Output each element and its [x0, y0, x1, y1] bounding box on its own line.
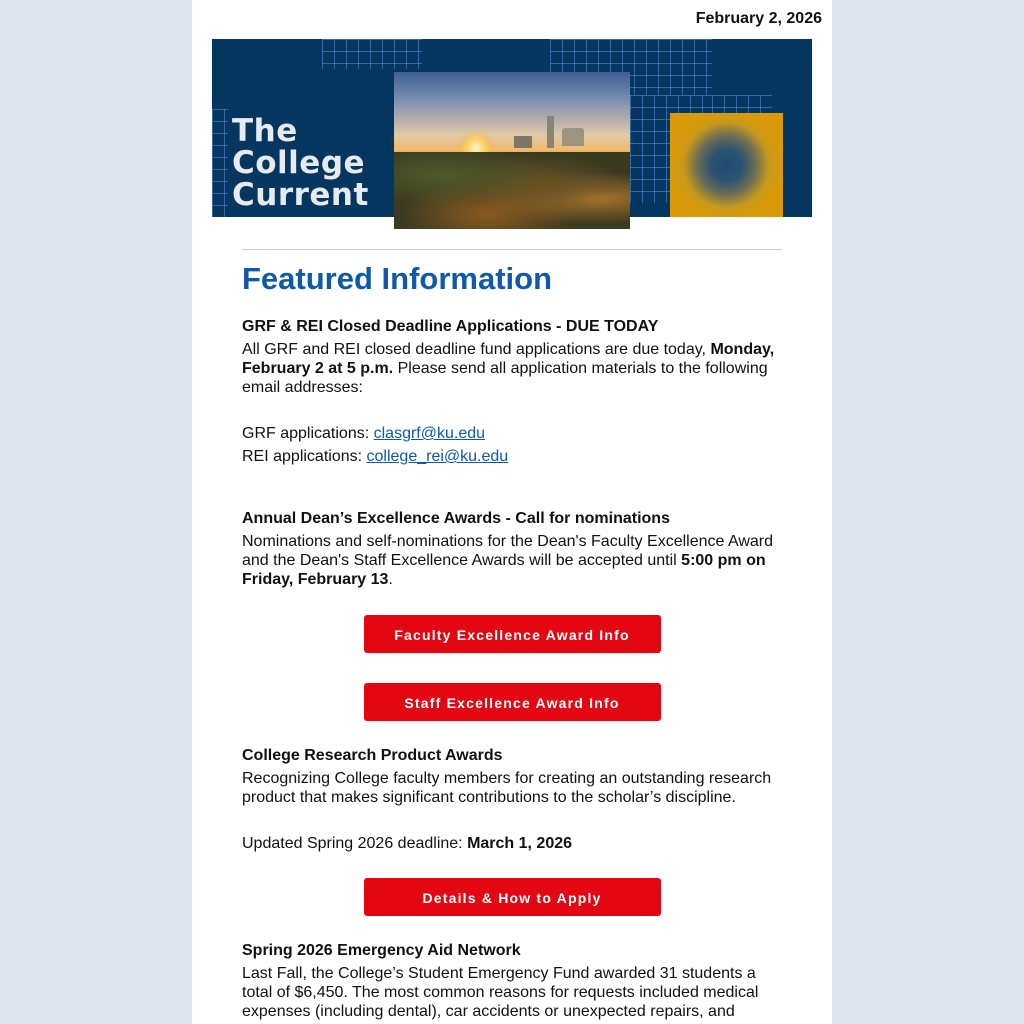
issue-date: February 2, 2026	[695, 10, 822, 27]
news-item-body: Last Fall, the College’s Student Emergency Fund awarded 31 students a total of $6,450. The most common reasons for requests included medical expenses (including dental), car accidents or unexpected repairs, and	[242, 965, 759, 1020]
banner-grid-pattern	[322, 39, 422, 69]
newsletter-title-line: Current	[232, 177, 369, 213]
grf-email-link[interactable]: clasgrf@ku.edu	[373, 425, 486, 442]
newsletter-title	[232, 115, 369, 211]
body-text: Nominations and self-nominations for the Dean's Faculty Excellence Award and the Dean's Staff Excellence Awards will be accepted until	[242, 533, 774, 569]
body-bold-text: Monday, February 2 at 5 p.m.	[242, 341, 775, 377]
email-line	[242, 424, 782, 443]
deadline-label: Updated Spring 2026 deadline:	[242, 835, 468, 852]
gold-circle-graphic	[670, 113, 783, 217]
news-item-research-awards	[242, 746, 782, 916]
news-item-body	[242, 340, 782, 397]
details-apply-button[interactable]: Details & How to Apply	[364, 878, 661, 916]
body-text: All GRF and REI closed deadline fund applications are due today,	[242, 341, 711, 358]
newsletter-title-line: College	[232, 145, 366, 181]
banner-grid-pattern	[212, 109, 228, 217]
newsletter-title-line: The	[232, 113, 298, 149]
button-row	[242, 878, 782, 916]
news-item-title: Spring 2026 Emergency Aid Network	[242, 942, 521, 959]
staff-award-info-button[interactable]: Staff Excellence Award Info	[364, 683, 661, 721]
deadline-line	[242, 834, 782, 853]
newsletter-banner	[212, 39, 812, 217]
email-label: REI applications:	[242, 448, 367, 465]
newsletter-content	[242, 249, 782, 1021]
rei-email-link[interactable]: college_rei@ku.edu	[366, 448, 509, 465]
news-item-grf-rei	[242, 317, 782, 466]
news-item-title: GRF & REI Closed Deadline Applications - DUE TODAY	[242, 318, 659, 335]
body-text: Please send all application materials to the following email addresses:	[242, 360, 768, 396]
email-line	[242, 447, 782, 466]
body-text: .	[388, 571, 393, 588]
banner-grid-pattern	[712, 95, 772, 113]
autumn-trees-graphic	[394, 152, 630, 229]
news-item-title: Annual Dean’s Excellence Awards - Call for nominations	[242, 510, 670, 527]
divider	[242, 249, 782, 250]
section-heading: Featured Information	[242, 261, 553, 296]
news-item-body	[242, 532, 782, 589]
campus-building-graphic	[562, 128, 584, 146]
news-item-title: College Research Product Awards	[242, 747, 503, 764]
deadline-value: March 1, 2026	[467, 835, 573, 852]
news-item-emergency-aid	[242, 941, 782, 1021]
campus-building-graphic	[514, 136, 532, 148]
email-label: GRF applications:	[242, 425, 374, 442]
news-item-body: Recognizing College faculty members for creating an outstanding research product that makes significant contributions to the scholar’s discipline.	[242, 770, 772, 806]
button-row	[242, 615, 782, 653]
email-sheet	[192, 0, 832, 1024]
faculty-award-info-button[interactable]: Faculty Excellence Award Info	[364, 615, 661, 653]
news-item-deans-awards	[242, 509, 782, 721]
button-row	[242, 683, 782, 721]
body-bold-text: 5:00 pm on Friday, February 13	[242, 552, 766, 588]
campus-sunset-photo	[394, 72, 630, 229]
campanile-tower-graphic	[547, 116, 554, 148]
